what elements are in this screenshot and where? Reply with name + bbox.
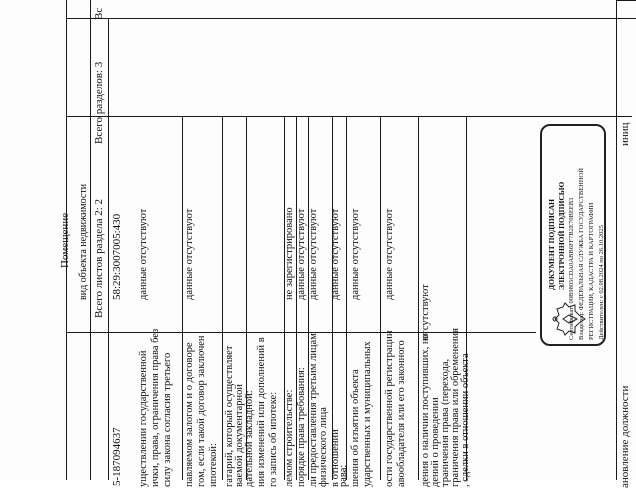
row-label-line: шения об изъятии объекта — [350, 369, 361, 487]
stamp-subtitle: ЭЛЕКТРОННОЙ ПОДПИСЬЮ — [557, 181, 566, 290]
row-label-line: , сделки в отношении объекта — [460, 353, 471, 487]
row-label-line: павляемом залогом и о договоре — [184, 342, 195, 487]
row-label-line: ости государственной регистрации — [384, 330, 395, 487]
row-label-line: ички, права, ограничения права без — [150, 328, 161, 487]
row-label-line: порядке права требования: — [296, 367, 307, 487]
row-value: не зарегистрировано — [284, 207, 295, 300]
grid-line — [66, 18, 636, 19]
row-value: данные отсутствуют — [296, 208, 307, 300]
sections-count: Всего разделов: 3 — [93, 61, 105, 144]
row-label-line: го запись об ипотеке: — [268, 391, 279, 487]
row-value: данные отсутствуют — [138, 208, 149, 300]
row-label-line: в отношении — [330, 429, 341, 487]
record-number: 5-187094637 — [111, 427, 123, 486]
grid-line — [380, 116, 381, 480]
grid-line — [418, 116, 419, 480]
stamp-validity: Действителен: с 02.08.2024 по 26.10.2025 — [598, 225, 605, 340]
row-label-line: траничения права (перехода, — [440, 358, 451, 487]
row-label-line: физического лица — [318, 407, 329, 487]
grid-line — [66, 116, 632, 117]
initials-label: иниц — [619, 122, 631, 146]
row-value: данные отсутствуют — [384, 208, 395, 300]
grid-line — [346, 116, 347, 480]
row-label-line: гом, если такой договор заключен — [196, 335, 207, 487]
corner-label: Вс — [93, 7, 105, 20]
object-type: Помещение — [59, 212, 71, 268]
row-value: данные отсутствуют — [184, 208, 195, 300]
row-label-line: ли предоставления третьим лицам — [308, 333, 319, 487]
row-label-line: ния изменений или дополнений в — [256, 337, 267, 487]
row-label-line: дательной закладной: — [244, 390, 255, 487]
row-value: данные отсутствуют — [308, 208, 319, 300]
row-label-line: дения о наличии поступивших, но — [420, 333, 431, 487]
grid-line — [108, 18, 109, 480]
cadastral-number: 58:29:3007005:430 — [111, 213, 123, 300]
grid-line — [616, 0, 617, 480]
row-label-line: рава: — [338, 464, 349, 487]
row-label-line: граничения права или обременения — [450, 328, 461, 487]
sheets-count: Всего листов раздела 2: 2 — [93, 198, 105, 318]
stamp-owner: Владелец: ФЕДЕРАЛЬНАЯ СЛУЖБА ГОСУДАРСТВЕННОЙ — [578, 168, 585, 340]
position-label: ановление должности — [619, 385, 631, 488]
row-label-line: силу закона согласия третьего — [162, 352, 173, 487]
row-label-line: ударственных и муниципальных — [362, 341, 373, 487]
row-value: данные отсутствуют — [350, 208, 361, 300]
stamp-title: ДОКУМЕНТ ПОДПИСАН — [547, 199, 556, 290]
grid-line — [222, 116, 223, 480]
grid-line — [616, 0, 636, 1]
row-label-line: гатарий, который осуществляет — [224, 345, 235, 487]
row-label-line: авообладателя или его законного — [396, 340, 407, 487]
stamp-certificate: Сертификат: 00B9805CDA0ABB6FF7B2E70BEEB3 — [568, 197, 575, 340]
row-label-line: ипотекой: — [208, 443, 219, 487]
row-label-line: лемом строительстве: — [284, 389, 295, 487]
row-label-line: ваемой документарной — [234, 384, 245, 487]
object-subtitle: вид объекта недвижимости — [78, 183, 89, 300]
row-label-line: дений о проведении — [430, 397, 441, 487]
row-value: отсутствуют — [420, 284, 431, 340]
grid-line — [182, 116, 183, 480]
grid-line — [90, 0, 91, 480]
row-label-line: уществлении государственной — [138, 350, 149, 487]
stamp-owner-2: РЕГИСТРАЦИИ, КАДАСТРА И КАРТОГРАФИИ — [588, 202, 595, 340]
row-value: данные отсутствуют — [330, 208, 341, 300]
